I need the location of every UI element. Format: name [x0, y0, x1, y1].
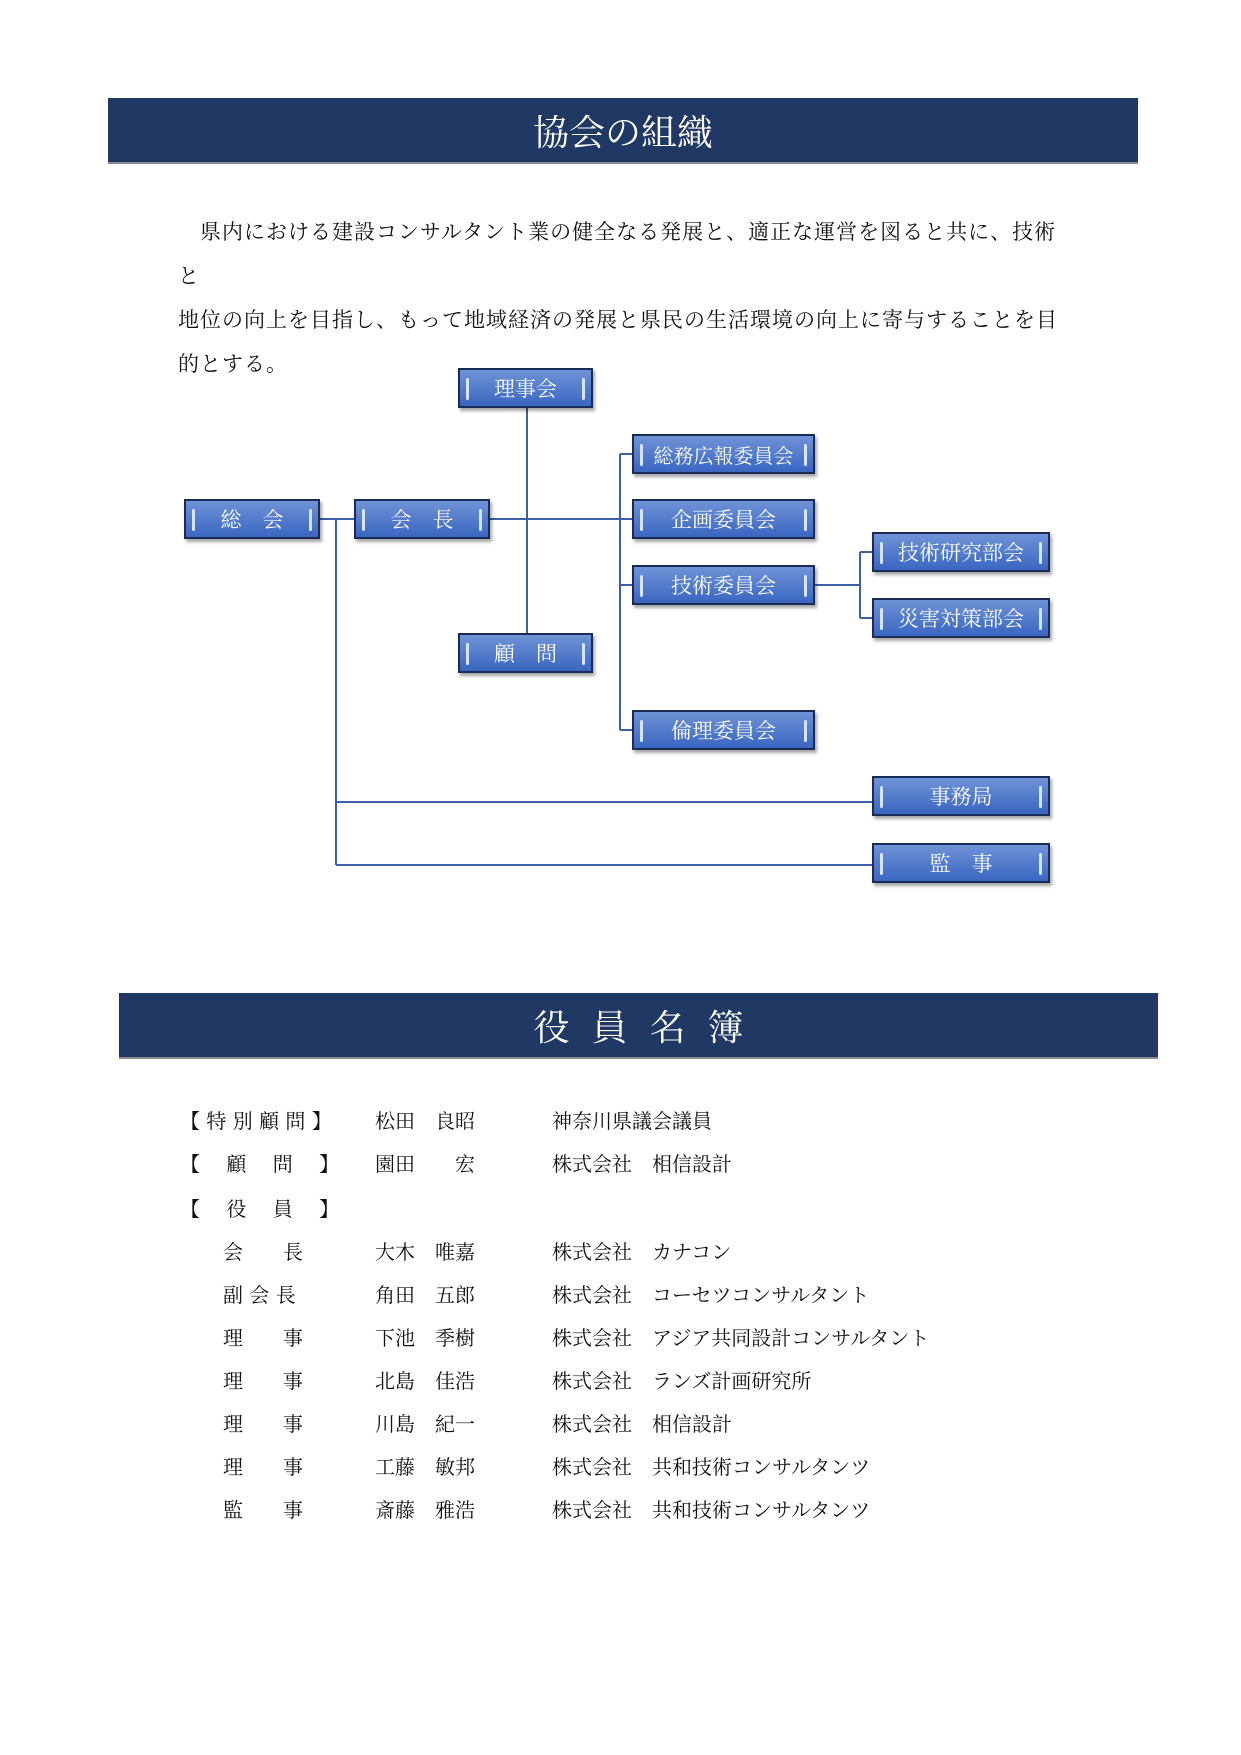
org-box-general-assembly: 総 会 [184, 499, 320, 539]
roster-row-officer [180, 1408, 1040, 1451]
org-box-board: 理事会 [458, 368, 593, 408]
roster-role: 副 会 長 [223, 1283, 296, 1307]
roster-name: 松田 良昭 [375, 1109, 475, 1133]
roster-row-officer [180, 1236, 1040, 1279]
roster-role: 理 事 [223, 1412, 303, 1436]
roster-org: 株式会社 相信設計 [552, 1152, 732, 1176]
roster-role: 【 役 員 】 [180, 1197, 340, 1221]
roster-org: 株式会社 ランズ計画研究所 [552, 1369, 812, 1393]
org-chart-connectors [0, 360, 1241, 920]
roster-org: 株式会社 アジア共同設計コンサルタント [552, 1326, 930, 1350]
roster-name: 川島 紀一 [375, 1412, 475, 1436]
roster-name: 角田 五郎 [375, 1283, 475, 1307]
roster-row-officer [180, 1322, 1040, 1365]
roster-row-officer [180, 1451, 1040, 1494]
org-chart [0, 360, 1241, 920]
roster-officers-header [180, 1193, 1040, 1236]
roster-row-officer [180, 1365, 1040, 1408]
roster-role: 【 顧 問 】 [180, 1152, 340, 1176]
org-box-secretariat: 事務局 [872, 776, 1050, 816]
roster-name: 下池 季樹 [375, 1326, 475, 1350]
roster-role: 監 事 [223, 1498, 303, 1522]
roster-org: 株式会社 共和技術コンサルタンツ [552, 1455, 871, 1479]
roster-row-advisor [180, 1148, 1040, 1191]
org-box-committee-planning: 企画委員会 [632, 499, 815, 539]
org-box-committee-technical: 技術委員会 [632, 565, 815, 605]
org-box-subcommittee-research: 技術研究部会 [872, 532, 1050, 572]
roster-org: 株式会社 相信設計 [552, 1412, 732, 1436]
roster-row-officer [180, 1279, 1040, 1322]
roster-role: 理 事 [223, 1369, 303, 1393]
org-box-auditor: 監 事 [872, 843, 1050, 883]
intro-line: 県内における建設コンサルタント業の健全なる発展と、適正な運営を図ると共に、技術と 地位の向上を目指し、もって地域経済の発展と県民の生活環境の向上に寄与することを目 的とする。 [178, 220, 1058, 376]
roster-name: 大木 唯嘉 [375, 1240, 475, 1264]
org-box-advisor: 顧 問 [458, 633, 593, 673]
roster-name: 工藤 敏邦 [375, 1455, 475, 1479]
roster-name: 園田 宏 [375, 1152, 475, 1176]
roster-role: 【 特 別 顧 問 】 [180, 1109, 332, 1133]
officer-roster [180, 1105, 1040, 1537]
roster-role: 理 事 [223, 1455, 303, 1479]
org-box-committee-ethics: 倫理委員会 [632, 710, 815, 750]
roster-org: 神奈川県議会議員 [552, 1109, 712, 1133]
roster-name: 斎藤 雅浩 [375, 1498, 475, 1522]
roster-org: 株式会社 カナコン [552, 1240, 732, 1264]
org-box-president: 会 長 [354, 499, 490, 539]
roster-row-special-advisor [180, 1105, 1040, 1148]
roster-org: 株式会社 コーセツコンサルタント [552, 1283, 870, 1307]
section-title-officers: 役員名簿 [119, 993, 1158, 1059]
roster-org: 株式会社 共和技術コンサルタンツ [552, 1498, 871, 1522]
org-box-committee-general-affairs: 総務広報委員会 [632, 434, 815, 474]
section-title-organization: 協会の組織 [108, 98, 1138, 164]
roster-role: 会 長 [223, 1240, 303, 1264]
org-box-subcommittee-disaster: 災害対策部会 [872, 598, 1050, 638]
roster-row-officer [180, 1494, 1040, 1537]
roster-role: 理 事 [223, 1326, 303, 1350]
roster-name: 北島 佳浩 [375, 1369, 475, 1393]
